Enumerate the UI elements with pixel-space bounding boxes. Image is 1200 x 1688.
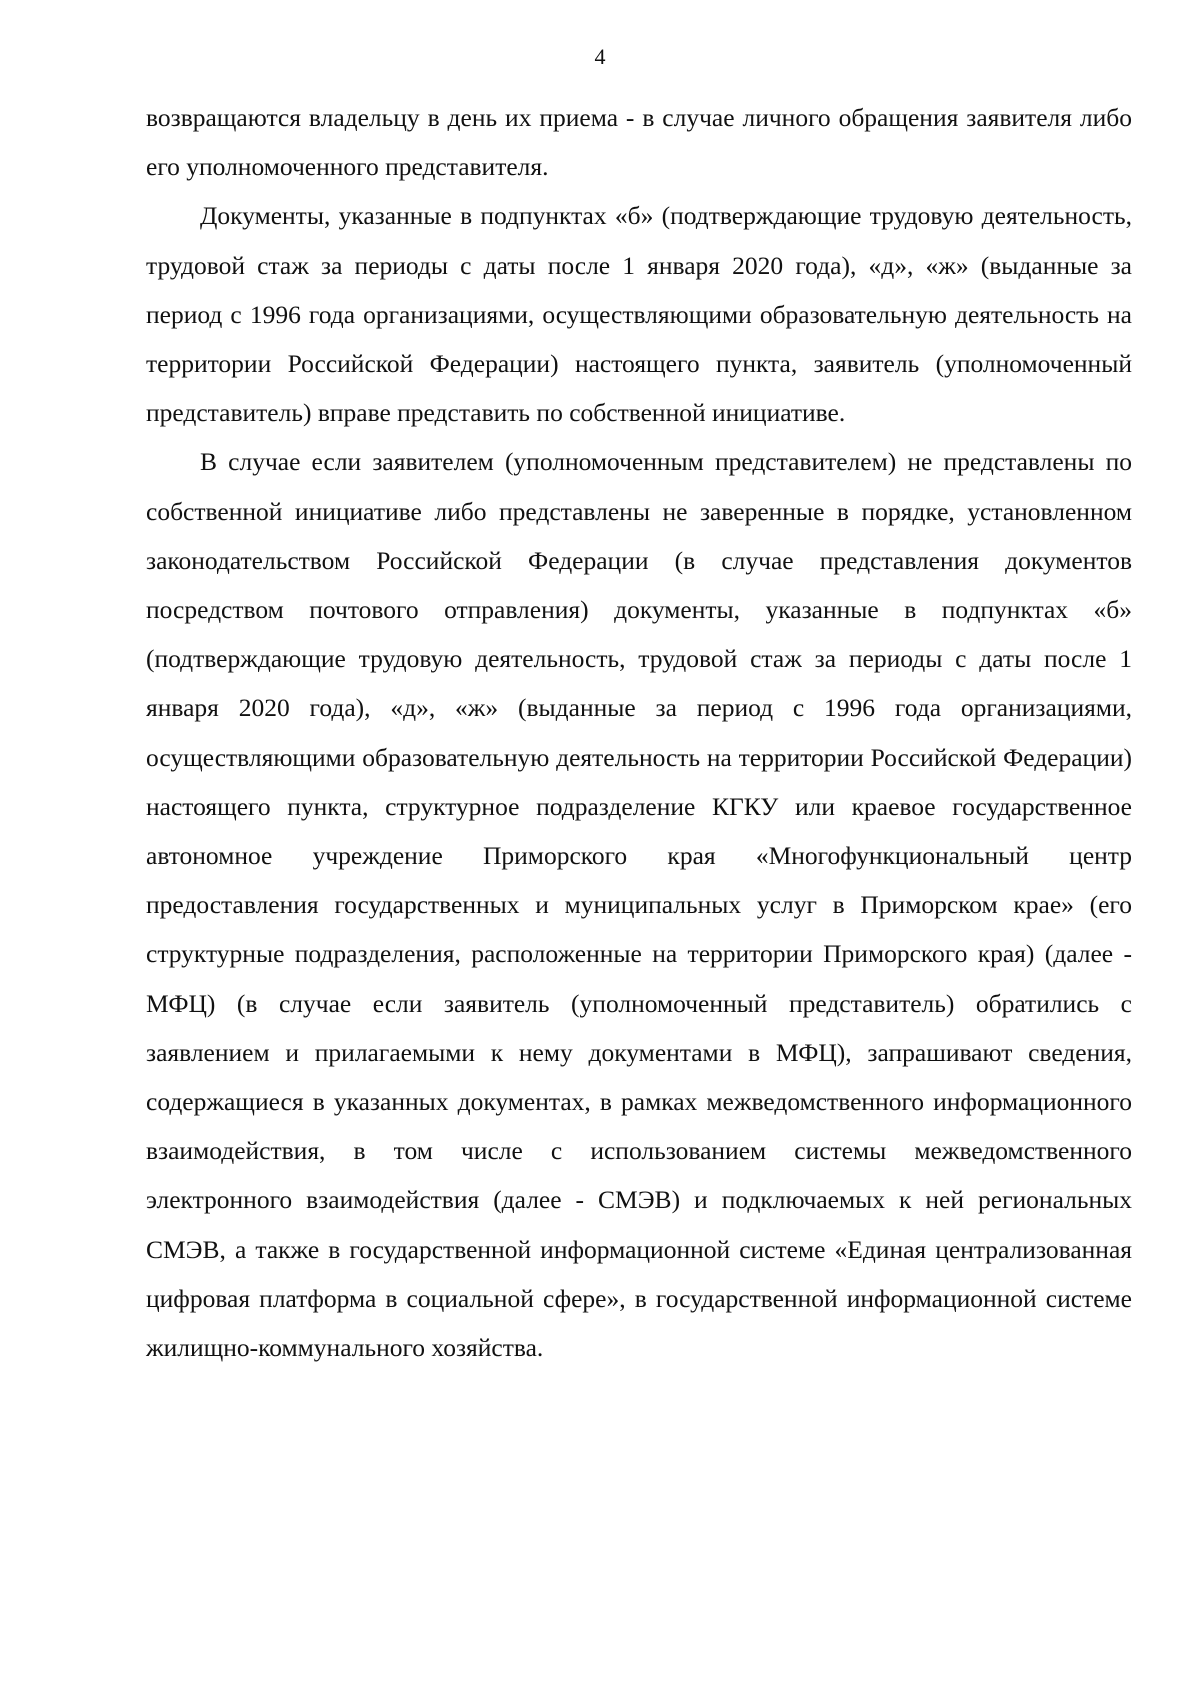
paragraph-interagency-request: В случае если заявителем (уполномоченным представителем) не представлены по собственной инициативе либо представлены не заверенные в порядке, установленном законодательством Российской Федерации (в случае представления документов посредством почтового отправления) документы, указанные в подпунктах «б» (подтверждающие трудовую деятельность, трудовой стаж за периоды с даты после 1 января 2020 года), «д», «ж» (выданные за период с 1996 года организациями, осуществляющими образовательную деятельность на территории Российской Федерации) настоящего пункта, структурное подразделение КГКУ или краевое государственное автономное учреждение Приморского края «Многофункциональный центр предоставления государственных и муниципальных услуг в Приморском крае» (его структурные подразделения, расположенные на территории Приморского края) (далее - МФЦ) (в случае если заявитель (уполномоченный представитель) обратились с заявлением и прилагаемыми к нему документами в МФЦ), запрашивают сведения, содержащиеся в указанных документах, в рамках межведомственного информационного взаимодействия, в том числе с использованием системы межведомственного электронного взаимодействия (далее - СМЭВ) и подключаемых к ней региональных СМЭВ, а также в государственной информационной системе «Единая централизованная цифровая платформа в социальной сфере», в государственной информационной системе жилищно-коммунального хозяйства. (146, 447, 1132, 1363)
paragraph-continuation: возвращаются владельцу в день их приема - в случае личного обращения заявителя либо его уполномоченного представителя. (146, 103, 1132, 182)
paragraph-documents-own-initiative: Документы, указанные в подпунктах «б» (подтверждающие трудовую деятельность, трудовой стаж за периоды с даты после 1 января 2020 года), «д», «ж» (выданные за период с 1996 года организациями, осуществляющими образовательную деятельность на территории Российской Федерации) настоящего пункта, заявитель (уполномоченный представитель) вправе представить по собственной инициативе. (146, 201, 1132, 428)
page-number: 4 (594, 44, 606, 69)
document-body (146, 93, 1132, 1372)
